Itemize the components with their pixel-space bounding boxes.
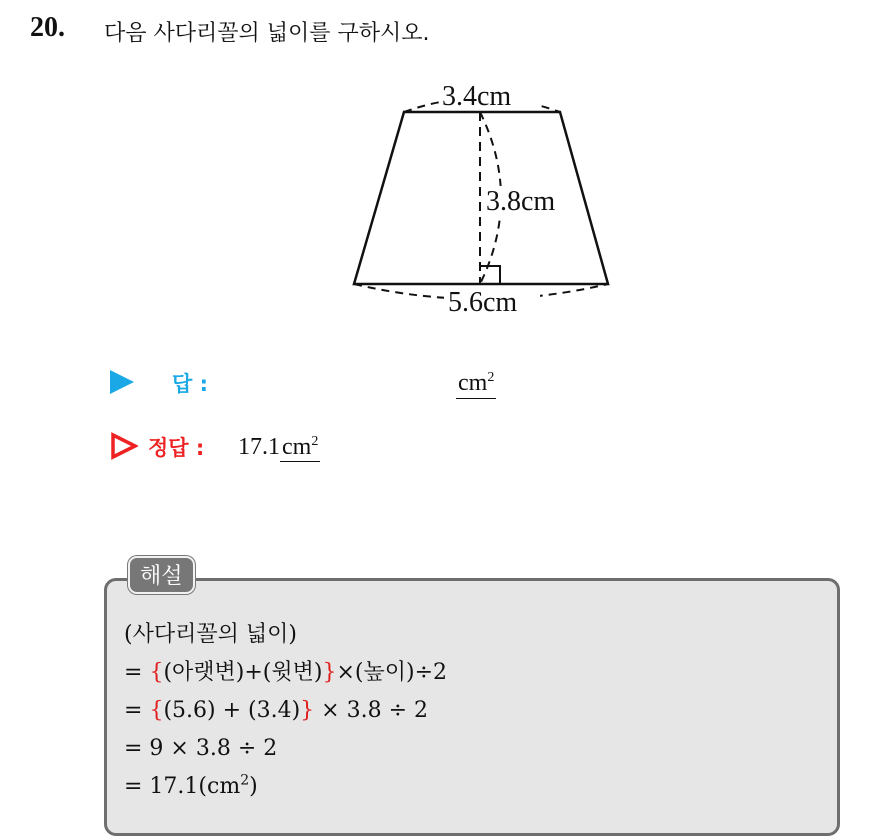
question-text: 다음 사다리꼴의 넓이를 구하시오.: [104, 21, 430, 46]
right-angle-mark: [480, 266, 500, 284]
solution-line-5: [124, 768, 447, 806]
correct-answer-row: [110, 428, 530, 464]
line5-unit: cm: [207, 774, 241, 799]
line3-right-brace: }: [300, 698, 315, 723]
height-label: 3.8cm: [486, 186, 556, 217]
answer-unit-text: cm: [458, 370, 488, 396]
correct-unit-exponent: 2: [311, 434, 319, 449]
line5-suffix: ): [249, 774, 258, 799]
play-triangle-icon: [110, 370, 134, 394]
line2-prefix: =: [124, 660, 150, 685]
answer-blank-unit[interactable]: [456, 370, 496, 399]
line3-prefix: =: [124, 698, 150, 723]
line2-middle: (아랫변)+(윗변): [163, 660, 323, 685]
bottom-base-label: 5.6cm: [448, 287, 518, 318]
solution-line-2: [124, 654, 447, 692]
solution-lines: [124, 616, 447, 806]
question-number: 20.: [30, 12, 65, 43]
correct-value-wrap: [238, 434, 320, 461]
outline-triangle-icon: [110, 432, 138, 460]
solution-line-4: = 9 × 3.8 ÷ 2: [124, 736, 278, 761]
answer-row: [110, 366, 530, 402]
correct-unit: [280, 434, 320, 462]
answer-unit-exponent: 2: [487, 370, 495, 385]
line5-exponent: 2: [240, 772, 250, 789]
correct-value: 17.1: [238, 434, 280, 460]
line3-suffix: × 3.8 ÷ 2: [314, 698, 428, 723]
line2-suffix: ×(높이)÷2: [336, 660, 448, 685]
answer-label: 답 :: [172, 372, 208, 396]
trapezoid-figure: [340, 78, 630, 328]
correct-label: 정답 :: [148, 436, 205, 460]
line3-left-brace: {: [149, 698, 164, 723]
line5-prefix: = 17.1(: [124, 774, 207, 799]
line2-left-brace: {: [149, 660, 164, 685]
line3-middle: (5.6) + (3.4): [163, 698, 301, 723]
solution-line-3: [124, 692, 447, 730]
top-base-label: 3.4cm: [442, 81, 512, 112]
solution-line-1: (사다리꼴의 넓이): [124, 622, 297, 647]
solution-tag: 해설: [128, 556, 195, 594]
trapezoid-diagram: [340, 78, 630, 328]
line2-right-brace: }: [322, 660, 337, 685]
correct-unit-text: cm: [282, 434, 312, 460]
